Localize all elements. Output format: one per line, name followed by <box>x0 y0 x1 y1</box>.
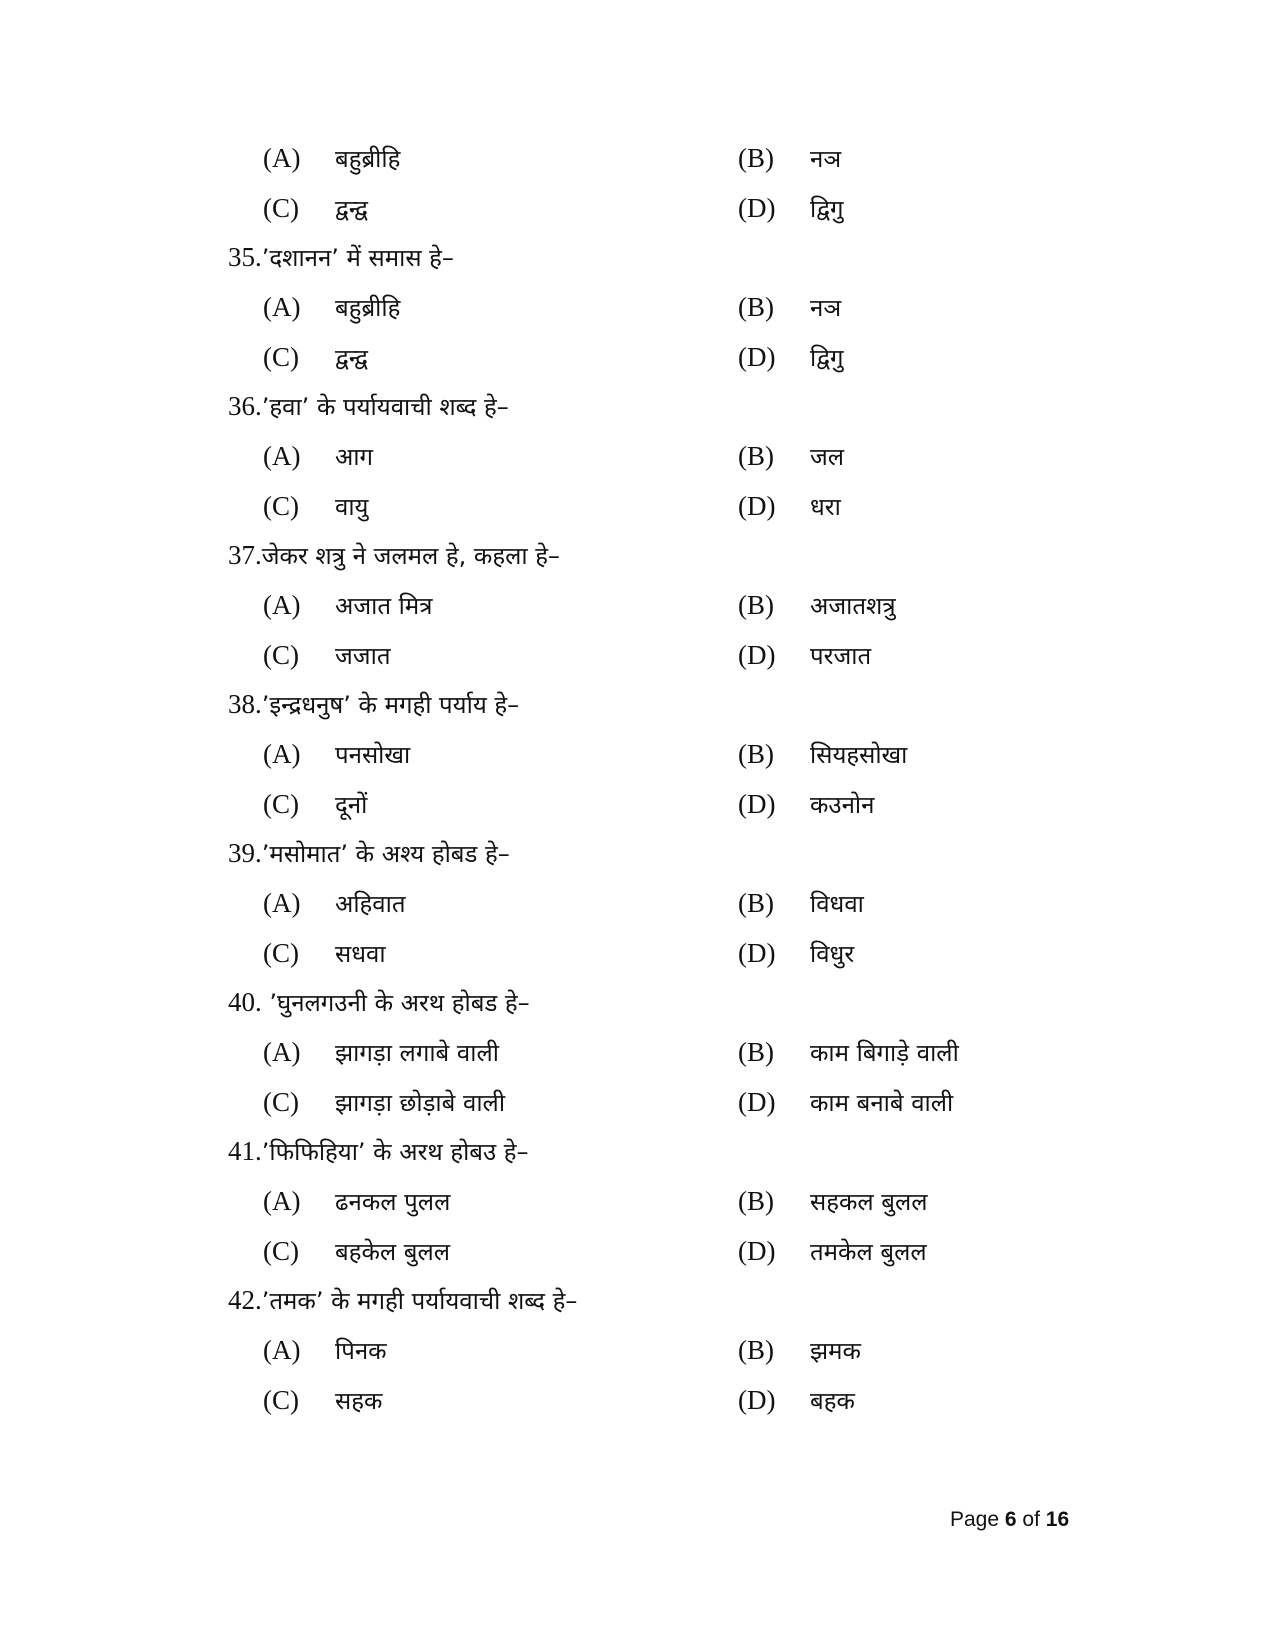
option-c <box>263 332 368 386</box>
option-text: झागड़ा छोड़ाबे वाली <box>335 1089 506 1117</box>
question-36 <box>228 382 1078 431</box>
option-letter: (A) <box>263 1037 301 1067</box>
option-letter: (A) <box>263 888 301 918</box>
option-text: दूनों <box>335 791 368 819</box>
question-number: 40. <box>228 987 262 1017</box>
option-letter: (D) <box>738 789 776 819</box>
page-number <box>950 1508 1069 1532</box>
option-text: बहुब्रीहि <box>335 145 401 173</box>
option-letter: (A) <box>263 292 301 322</box>
question-35 <box>228 233 1078 282</box>
option-a <box>263 1027 499 1081</box>
option-d <box>738 1375 855 1429</box>
option-b <box>738 1176 928 1230</box>
option-row <box>228 1375 1078 1425</box>
option-text: नञ <box>810 294 842 322</box>
option-text: सहक <box>335 1387 383 1415</box>
question-text: ’मसोमात’ के अश्य होबड हे– <box>261 840 510 868</box>
option-b <box>738 133 841 187</box>
option-b <box>738 580 896 634</box>
option-text: पनसोखा <box>335 741 411 769</box>
option-text: जल <box>810 443 845 471</box>
option-c <box>263 1375 382 1429</box>
option-text: धरा <box>810 493 841 521</box>
option-text: नञ <box>810 145 842 173</box>
question-41 <box>228 1127 1078 1176</box>
option-letter: (A) <box>263 1186 301 1216</box>
page-current: 6 <box>1004 1508 1017 1531</box>
option-row <box>228 1226 1078 1276</box>
question-38 <box>228 680 1078 729</box>
option-text: बहकेल बुलल <box>335 1238 451 1266</box>
option-letter: (A) <box>263 1335 301 1365</box>
option-row <box>228 928 1078 978</box>
option-row <box>228 779 1078 829</box>
option-letter: (D) <box>738 640 776 670</box>
option-row <box>228 1027 1078 1077</box>
question-text: ’हवा’ के पर्यायवाची शब्द हे– <box>261 393 509 421</box>
option-a <box>263 282 400 336</box>
option-text: अजात मित्र <box>335 592 433 620</box>
option-row <box>228 1325 1078 1375</box>
question-text: ’इन्द्रधनुष’ के मगही पर्याय हे– <box>261 691 520 719</box>
option-letter: (B) <box>738 888 774 918</box>
option-c <box>263 779 367 833</box>
option-c <box>263 630 391 684</box>
option-d <box>738 332 844 386</box>
option-row <box>228 580 1078 630</box>
question-number: 38. <box>228 689 262 719</box>
question-number: 35. <box>228 242 262 272</box>
option-row <box>228 332 1078 382</box>
page-middle: of <box>1016 1508 1046 1531</box>
question-number: 39. <box>228 838 262 868</box>
page-total: 16 <box>1045 1508 1070 1531</box>
option-letter: (D) <box>738 342 776 372</box>
option-letter: (D) <box>738 193 776 223</box>
option-text: सधवा <box>335 940 386 968</box>
option-c <box>263 1226 450 1280</box>
option-text: काम बिगाड़े वाली <box>810 1039 959 1067</box>
option-a <box>263 1325 387 1379</box>
option-letter: (C) <box>263 491 299 521</box>
question-number: 42. <box>228 1285 262 1315</box>
option-row <box>228 183 1078 233</box>
option-d <box>738 1077 953 1131</box>
option-row <box>228 630 1078 680</box>
option-b <box>738 729 907 783</box>
question-40 <box>228 978 1078 1027</box>
option-text: द्वन्द्व <box>335 195 368 223</box>
option-letter: (A) <box>263 590 301 620</box>
question-number: 36. <box>228 391 262 421</box>
question-42 <box>228 1276 1078 1325</box>
option-d <box>738 183 844 237</box>
question-text: ’फिफिहिया’ के अरथ होबउ हे– <box>261 1138 529 1166</box>
option-letter: (A) <box>263 739 301 769</box>
option-letter: (B) <box>738 441 774 471</box>
option-d <box>738 630 871 684</box>
option-b <box>738 282 841 336</box>
option-row <box>228 282 1078 332</box>
option-d <box>738 481 841 535</box>
option-row <box>228 1176 1078 1226</box>
option-text: काम बनाबे वाली <box>810 1089 954 1117</box>
question-text: ’दशानन’ में समास हे– <box>261 244 454 272</box>
option-text: अहिवात <box>335 890 406 918</box>
option-letter: (C) <box>263 1087 299 1117</box>
question-text: ’घुनलगउनी के अरथ होबड हे– <box>261 989 530 1017</box>
option-row <box>228 133 1078 183</box>
option-text: बहुब्रीहि <box>335 294 401 322</box>
option-text: तमकेल बुलल <box>810 1238 927 1266</box>
option-text: अजातशत्रु <box>810 592 896 620</box>
option-a <box>263 133 400 187</box>
option-letter: (B) <box>738 143 774 173</box>
option-text: झागड़ा लगाबे वाली <box>335 1039 499 1067</box>
option-text: झमक <box>810 1337 861 1365</box>
option-text: ढनकल पुलल <box>335 1188 451 1216</box>
option-b <box>738 1027 959 1081</box>
option-letter: (D) <box>738 1385 776 1415</box>
option-a <box>263 878 406 932</box>
question-37 <box>228 531 1078 580</box>
option-text: जजात <box>335 642 391 670</box>
option-text: कउनोन <box>810 791 875 819</box>
option-text: सियहसोखा <box>810 741 908 769</box>
option-text: आग <box>335 443 374 471</box>
option-c <box>263 1077 505 1131</box>
option-letter: (D) <box>738 1087 776 1117</box>
option-text: परजात <box>810 642 872 670</box>
option-letter: (A) <box>263 143 301 173</box>
option-text: द्विगु <box>810 195 844 223</box>
option-letter: (B) <box>738 1186 774 1216</box>
option-text: विधवा <box>810 890 864 918</box>
option-text: द्वन्द्व <box>335 344 368 372</box>
option-letter: (C) <box>263 342 299 372</box>
option-row <box>228 481 1078 531</box>
option-d <box>738 1226 927 1280</box>
option-row <box>228 878 1078 928</box>
option-text: पिनक <box>335 1337 387 1365</box>
option-a <box>263 1176 450 1230</box>
option-letter: (B) <box>738 1335 774 1365</box>
option-letter: (C) <box>263 938 299 968</box>
option-row <box>228 1077 1078 1127</box>
option-letter: (D) <box>738 938 776 968</box>
option-c <box>263 928 386 982</box>
page-prefix: Page <box>950 1508 1005 1531</box>
question-text: ’तमक’ के मगही पर्यायवाची शब्द हे– <box>261 1287 578 1315</box>
option-d <box>738 928 854 982</box>
option-text: बहक <box>810 1387 855 1415</box>
option-c <box>263 183 368 237</box>
option-letter: (C) <box>263 193 299 223</box>
option-b <box>738 878 864 932</box>
option-letter: (C) <box>263 1236 299 1266</box>
option-a <box>263 580 433 634</box>
option-text: वायु <box>335 493 369 521</box>
option-letter: (A) <box>263 441 301 471</box>
option-text: सहकल बुलल <box>810 1188 928 1216</box>
option-letter: (D) <box>738 491 776 521</box>
question-39 <box>228 829 1078 878</box>
option-letter: (B) <box>738 1037 774 1067</box>
question-number: 41. <box>228 1136 262 1166</box>
question-number: 37. <box>228 540 262 570</box>
option-letter: (D) <box>738 1236 776 1266</box>
option-letter: (C) <box>263 789 299 819</box>
option-letter: (C) <box>263 1385 299 1415</box>
option-text: द्विगु <box>810 344 844 372</box>
option-a <box>263 431 373 485</box>
option-b <box>738 1325 861 1379</box>
option-row <box>228 431 1078 481</box>
option-letter: (B) <box>738 590 774 620</box>
option-letter: (B) <box>738 739 774 769</box>
option-letter: (B) <box>738 292 774 322</box>
option-b <box>738 431 844 485</box>
option-text: विधुर <box>810 940 855 968</box>
option-d <box>738 779 874 833</box>
option-c <box>263 481 368 535</box>
option-a <box>263 729 410 783</box>
option-letter: (C) <box>263 640 299 670</box>
question-text: जेकर शत्रु ने जलमल हे, कहला हे– <box>261 542 560 570</box>
option-row <box>228 729 1078 779</box>
question-list <box>228 133 1078 1425</box>
